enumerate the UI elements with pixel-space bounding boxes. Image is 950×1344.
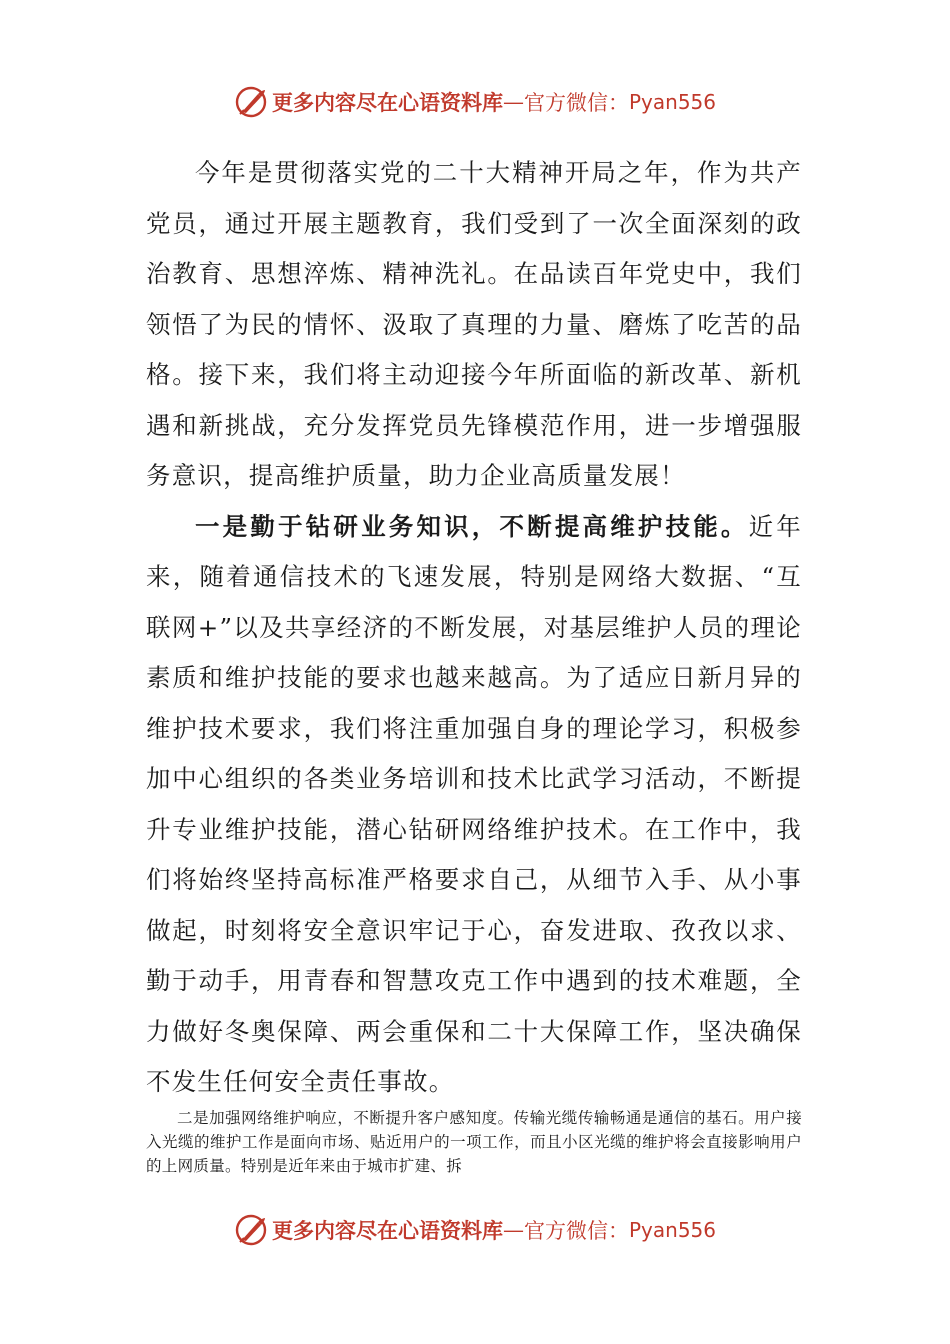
banner-separator: —: [502, 1218, 524, 1242]
banner-wechat-id: Pyan556: [628, 1218, 716, 1242]
paragraph-text: 近年来，随着通信技术的飞速发展，特别是网络大数据、“互联网+”以及共享经济的不断发展，对基层维护人员的理论素质和维护技能的要求也越来越高。为了适应日新月异的维护技术要求，我们将注重加强自身的理论学习，积极参加中心组织的各类业务培训和技术比武学习活动，不断提升专业维护技能，潜心钻研网络维护技术。在工作中，我们将始终坚持高标准严格要求自己，从细节入手、从小事做起，时刻将安全意识牢记于心，奋发进取、孜孜以求、勤于动手，用青春和智慧攻克工作中遇到的技术难题，全力做好冬奥保障、两会重保和二十大保障工作，坚决确保不发生任何安全责任事故。: [146, 511, 803, 1096]
paragraph-intro: [146, 148, 802, 502]
document-body-small: [146, 1106, 802, 1178]
banner-brand: 更多内容尽在心语资料库: [271, 1218, 503, 1243]
quill-logo-icon: [234, 1213, 268, 1247]
banner-wechat-id: Pyan556: [628, 90, 716, 114]
banner-contact-label: 官方微信：: [523, 1219, 629, 1243]
banner-brand: 更多内容尽在心语资料库: [271, 90, 503, 115]
document-body: [146, 148, 802, 1108]
header-banner: [0, 82, 950, 122]
paragraph-point-two: 二是加强网络维护响应，不断提升客户感知度。传输光缆传输畅通是通信的基石。用户接入光缆的维护工作是面向市场、贴近用户的一项工作，而且小区光缆的维护将会直接影响用户的上网质量。特别是近年来由于城市扩建、拆: [146, 1109, 802, 1175]
footer-banner: [0, 1210, 950, 1250]
paragraph-point-one: [146, 502, 802, 1108]
banner-contact-label: 官方微信：: [523, 91, 629, 115]
quill-logo-icon: [234, 85, 268, 119]
paragraph-text: 今年是贯彻落实党的二十大精神开局之年，作为共产党员，通过开展主题教育，我们受到了一次全面深刻的政治教育、思想淬炼、精神洗礼。在品读百年党史中，我们领悟了为民的情怀、汲取了真理的力量、磨炼了吃苦的品格。接下来，我们将主动迎接今年所面临的新改革、新机遇和新挑战，充分发挥党员先锋模范作用，进一步增强服务意识，提高维护质量，助力企业高质量发展！: [146, 158, 802, 490]
paragraph-lead: 一是勤于钻研业务知识，不断提高维护技能。: [195, 511, 749, 541]
banner-separator: —: [502, 90, 524, 114]
